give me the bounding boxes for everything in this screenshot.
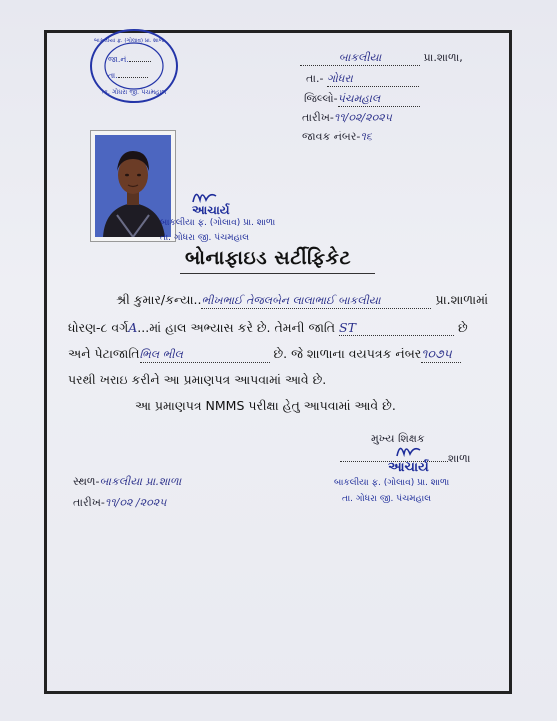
certificate-title: બોનાફાઇડ સર્ટીફિકેટ bbox=[185, 247, 352, 269]
header-outward-line: જાવક નંબર-૧૬ bbox=[302, 130, 372, 143]
title-underline bbox=[180, 273, 375, 274]
stamp-bottom-text: તા. ગોધરા જી. પંચમહાલ bbox=[102, 88, 167, 96]
seal-top-designation: આચાર્ય bbox=[192, 203, 230, 217]
header-district-line: જિલ્લો-પંચમહાલ bbox=[304, 92, 420, 107]
body-line-1: શ્રી કુમાર/કન્યા..ભીખભાઈ તેજલબેન લાલાભાઈ બાકલીયા પ્રા.શાળામાં bbox=[116, 292, 489, 307]
header-taluka-line: તા.- ગોધરા bbox=[306, 72, 419, 87]
stamp-line-date: તા. bbox=[108, 71, 148, 81]
seal-bottom-line1: બાકલીયા ફ. (ગોલાવ) પ્રા. શાળા bbox=[334, 478, 450, 488]
place-line: સ્થળ-બાકલીયા પ્રા.શાળા bbox=[73, 475, 182, 488]
seal-bottom-line2: તા. ગોધરા જી. પંચમહાલ bbox=[342, 494, 432, 504]
stamp-ring-text: બાકલીયા ફ. (ગોલાવ) પ્રા. શાળા bbox=[94, 38, 165, 44]
head-teacher-label: મુખ્ય શિક્ષક bbox=[371, 432, 425, 445]
seal-top-line1: બાકલીયા ફ. (ગોલાવ) પ્રા. શાળા bbox=[160, 218, 276, 228]
header-date-line: તારીખ-૧૧/૦૨/૨૦૨૫ bbox=[302, 111, 392, 124]
body-line-4: પરથી ખરાઇ કરીને આ પ્રમાણપત્ર આપવામાં આવે છે. bbox=[68, 372, 327, 387]
seal-top-line2: તા. ગોધરા જી. પંચમહાલ bbox=[160, 233, 250, 243]
seal-bottom-designation: આચાર્ય bbox=[388, 460, 429, 475]
header-school-line: બાકલીયા પ્રા.શાળા, bbox=[300, 51, 463, 66]
body-line-3: અને પેટાજાતિભિલ ભીલ છે. જે શાળાના વયપત્રક નંબર૧૦૭૫ bbox=[68, 346, 461, 363]
body-line-2: ધોરણ-૮ વર્ગA...માં હાલ અભ્યાસ કરે છે. તેમની જાતિ ST છે bbox=[68, 320, 468, 335]
footer-date-line: તારીખ-૧૧/૦૨ /૨૦૨૫ bbox=[73, 496, 167, 509]
school-sign-line: શાળા bbox=[340, 452, 470, 466]
stamp-line-number: જા.નં. bbox=[108, 55, 151, 65]
body-line-5: આ પ્રમાણપત્ર NMMS પરીક્ષા હેતુ આપવામાં આવે છે. bbox=[135, 398, 396, 413]
